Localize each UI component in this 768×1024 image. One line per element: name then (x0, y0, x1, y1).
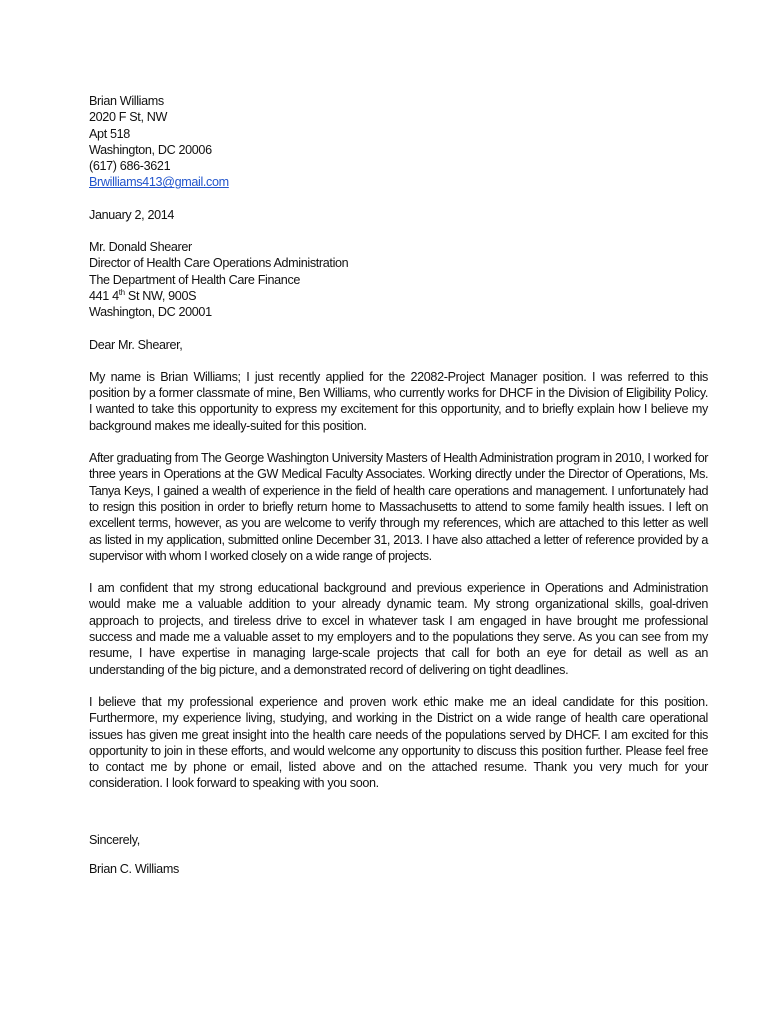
sender-name: Brian Williams (89, 94, 164, 108)
sender-phone: (617) 686-3621 (89, 159, 171, 174)
signature-block (89, 861, 708, 877)
salutation (89, 337, 708, 353)
body-paragraph-4: I believe that my professional experience and proven work ethic make me an ideal candidate for this position. Furthermore, my experience living, studying, and working in the District on a wide range of health care operational issues has given me great insight into the health care needs of the populations served by DHCF. I am excited for this opportunity to join in these efforts, and would welcome any opportunity to discuss this position further. Please feel free to contact me by phone or email, listed above and on the attached resume. Thank you very much for your consideration. I look forward to speaking with you soon. (89, 694, 708, 791)
body-paragraph-2: After graduating from The George Washington University Masters of Health Administration program in 2010, I worked for three years in Operations at the GW Medical Faculty Associates. Working directly under the Director of Operations, Ms. Tanya Keys, I gained a wealth of experience in the field of health care operations and management. I unfortunately had to resign this position in order to briefly return home to Massachusetts to attend to some family health issues. I left on excellent terms, however, as you are welcome to verify through my references, which are attached to this letter as well as listed in my application, submitted online December 31, 2013. I have also attached a letter of reference provided by a supervisor with whom I worked closely on a wide range of projects. (89, 451, 708, 563)
signature-name: Brian C. Williams (89, 861, 179, 876)
recipient-title: Director of Health Care Operations Administration (89, 256, 349, 271)
recipient-name: Mr. Donald Shearer (89, 240, 192, 255)
recipient-street-ordinal: th (118, 287, 125, 297)
recipient-street-rest: St NW, 900S (124, 288, 197, 303)
recipient-street (89, 288, 708, 304)
sender-city: Washington, DC 20006 (89, 142, 212, 157)
salutation-text: Dear Mr. Shearer, (89, 337, 183, 352)
closing-block (89, 832, 708, 848)
recipient-street-number: 441 4 (89, 288, 119, 303)
closing-text: Sincerely, (89, 832, 140, 847)
body-paragraph-3: I am confident that my strong educational background and previous experience in Operations and Administration would make me a valuable addition to your already dynamic team. My strong organizational skills, goal-driven approach to projects, and tireless drive to excel in whatever task I am engaged in have brought me professional success and made me a valuable asset to my employers and to the populations they serve. As you can see from my resume, I have expertise in managing large-scale projects that call for both an eye for detail as well as an understanding of the big picture, and a demonstrated record of delivering on tight deadlines. (89, 581, 708, 677)
recipient-city: Washington, DC 20001 (89, 305, 212, 320)
sender-apt: Apt 518 (89, 126, 130, 141)
body-paragraph-1: My name is Brian Williams; I just recently applied for the 22082-Project Manager position. I was referred to this position by a former classmate of mine, Ben Williams, who currently works for DHCF in the Division of Eligibility Policy. I wanted to take this opportunity to express my excitement for this opportunity, and to briefly explain how I believe my background makes me ideally-suited for this position. (89, 369, 708, 433)
recipient-organization: The Department of Health Care Finance (89, 272, 301, 287)
sender-address-block (89, 93, 708, 191)
date-text: January 2, 2014 (89, 207, 175, 222)
sender-street: 2020 F St, NW (89, 110, 168, 125)
letter-date (89, 207, 708, 223)
recipient-address-block (89, 239, 708, 320)
sender-email-link[interactable]: Brwilliams413@gmail.com (89, 175, 229, 190)
